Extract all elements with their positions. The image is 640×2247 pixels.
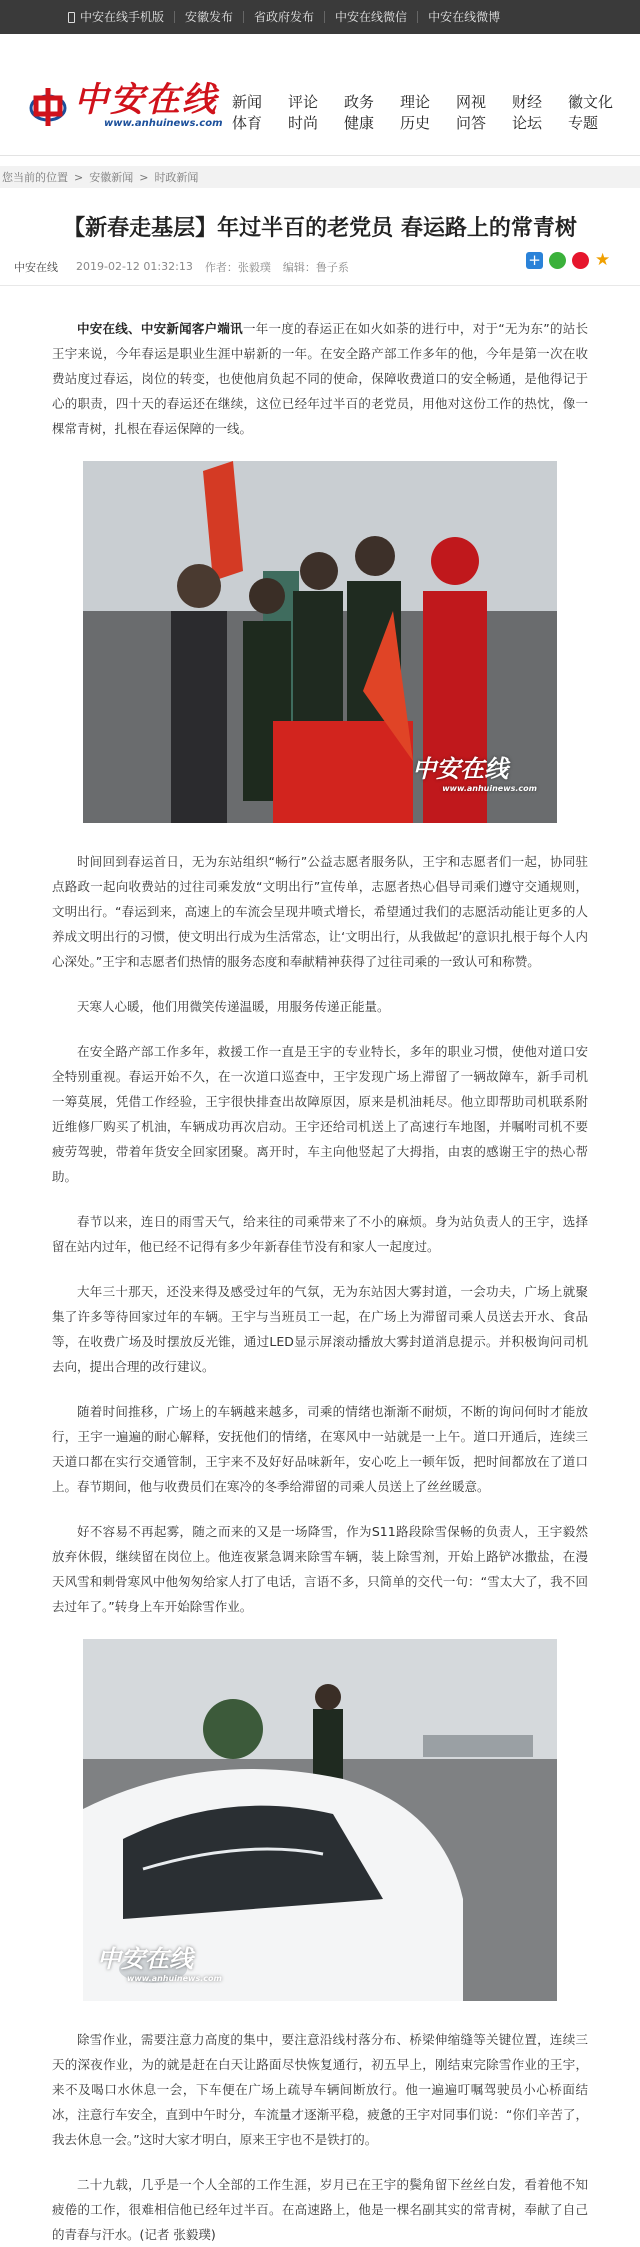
article-paragraph: 在安全路产部工作多年，救援工作一直是王宇的专业特长，多年的职业习惯，使他对道口安全特别重视。春运开始不久，在一次道口巡查中，王宇发现广场上滞留了一辆故障车，新手司机一筹莫展，凭借工作经验，王宇很快排查出故障原因，原来是机油耗尽。他立即帮助司机联系附近维修厂购买了机油，车辆成功再次启动。王宇还给司机送上了高速行车地图，并嘱咐司机不要疲劳驾驶，带着年货安全回家团聚。离开时，车主向他竖起了大拇指，由衷的感谢王宇的热心帮助。 [52,1044,588,1184]
nav-column [288,92,344,134]
photo-watermark: 中安在线 www.anhuinews.com [97,1944,222,1983]
article-photo-volunteers [83,461,557,823]
nav-column [232,92,288,134]
nav-column [344,92,400,134]
topbar-link-weibo[interactable]: 中安在线微博 [417,11,510,23]
breadcrumb [0,166,640,188]
article-datetime: 2019-02-12 01:32:13 [76,260,193,273]
nav-item-video[interactable]: 网视 [456,93,487,111]
article-lead: 中安在线、中安新闻客户端讯 [77,321,243,336]
share-bar [526,252,612,269]
article-paragraph: 除雪作业，需要注意力高度的集中，要注意沿线村落分布、桥梁伸缩缝等关键位置，连续三天的深夜作业，为的就是赶在白天让路面尽快恢复通行，初五早上，刚结束完除雪作业的王宇，来不及喝口水休息一会，下车便在广场上疏导车辆间断放行。他一遍遍叮嘱驾驶员小心桥面结冰，注意行车安全，直到中午时分，车流量才逐渐平稳，疲惫的王宇对同事们说：“你们辛苦了，我去休息一会。”这时大家才明白，原来王宇也不是铁打的。 [52,2032,588,2147]
nav-item-special[interactable]: 专题 [568,114,599,132]
topbar-link-gov-release[interactable]: 省政府发布 [243,11,324,23]
nav-item-fashion[interactable]: 时尚 [288,114,319,132]
topbar-link-wechat[interactable]: 中安在线微信 [324,11,417,23]
share-plus-icon[interactable]: + [526,252,543,269]
breadcrumb-item-anhui-news[interactable]: 安徽新闻 [89,171,134,184]
nav-column [456,92,512,134]
article-paragraph: 二十九载，几乎是一个人全部的工作生涯，岁月已在王宇的鬓角留下丝丝白发，看着他不知疲倦的工作，很难相信他已经年过半百。在高速路上，他是一棵名副其实的常青树，奉献了自己的青春与汗水。(记者 张毅璞) [52,2177,588,2242]
breadcrumb-prefix: 您当前的位置 [2,171,68,184]
nav-item-comment[interactable]: 评论 [288,93,319,111]
breadcrumb-separator: > [74,170,84,184]
article-source: 中安在线 [14,260,58,274]
favorite-star-icon[interactable]: ★ [595,250,611,270]
article-paragraph: 天寒人心暖，他们用微笑传递温暖，用服务传递正能量。 [77,999,390,1014]
phone-icon [68,12,75,23]
site-logo[interactable] [28,82,223,129]
topbar-link-anhui-release[interactable]: 安徽发布 [174,11,243,23]
nav-item-hui-culture[interactable]: 徽文化 [568,93,614,111]
nav-item-theory[interactable]: 理论 [400,93,431,111]
site-header [0,34,640,156]
nav-column [512,92,568,134]
nav-item-forum[interactable]: 论坛 [512,114,543,132]
nav-item-finance[interactable]: 财经 [512,93,543,111]
article-paragraph: 中安在线、中安新闻客户端讯一年一度的春运正在如火如荼的进行中，对于“无为东”的站长王宇来说，今年春运是职业生涯中崭新的一年。在安全路产部工作多年的他，今年是第一次在收费站度过春运，岗位的转变，也使他肩负起不同的使命，保障收费道口的安全畅通，是他得记于心的职责，四十天的春运还在继续，这位已经年过半百的老党员，用他对这份工作的热忱，像一棵常青树，扎根在春运保障的一线。 [52,321,588,436]
nav-item-health[interactable]: 健康 [344,114,375,132]
breadcrumb-item-politics[interactable]: 时政新闻 [154,171,199,184]
photo-watermark: 中安在线 www.anhuinews.com [412,754,537,793]
nav-column [400,92,456,134]
topbar-link-mobile[interactable]: 中安在线手机版 [58,11,174,23]
article-editor: 编辑：鲁子系 [282,260,349,274]
logo-mark-icon [28,84,70,128]
article-author: 作者：张毅璞 [204,260,271,274]
nav-item-government[interactable]: 政务 [344,93,375,111]
nav-column [568,92,624,134]
article-photo-snow-car [83,1639,557,2001]
article-title: 【新春走基层】年过半百的老党员 春运路上的常青树 [63,216,577,241]
logo-url: www.anhuinews.com [104,118,223,129]
article-paragraph: 大年三十那天，还没来得及感受过年的气氛，无为东站因大雾封道，一会功夫，广场上就聚集了许多等待回家过年的车辆。王宇与当班员工一起，在广场上为滞留司乘人员送去开水、食品等，在收费广场及时摆放反光锥，通过LED显示屏滚动播放大雾封道消息提示。并积极询问司机去向，提出合理的改行建议。 [52,1284,588,1374]
logo-title: 中安在线 [74,80,218,120]
breadcrumb-separator: > [139,170,149,184]
article-body [0,316,640,2247]
nav-item-qa[interactable]: 问答 [456,114,487,132]
nav-item-news[interactable]: 新闻 [232,93,263,111]
article-meta [0,250,640,286]
article-paragraph: 好不容易不再起雾，随之而来的又是一场降雪，作为S11路段除雪保畅的负责人，王宇毅然放弃休假，继续留在岗位上。他连夜紧急调来除雪车辆，装上除雪剂，开始上路铲冰撒盐，在漫天风雪和刺骨寒风中他匆匆给家人打了电话，言语不多，只简单的交代一句：“雪太大了，我不回去过年了。”转身上车开始除雪作业。 [52,1524,588,1614]
nav-item-history[interactable]: 历史 [400,114,431,132]
share-weibo-icon[interactable] [572,252,589,269]
nav-item-sports[interactable]: 体育 [232,114,263,132]
main-nav [232,92,624,134]
article-paragraph: 春节以来，连日的雨雪天气，给来往的司乘带来了不小的麻烦。身为站负责人的王宇，选择留在站内过年，他已经不记得有多少年新春佳节没有和家人一起度过。 [52,1214,588,1254]
article-paragraph: 时间回到春运首日，无为东站组织“畅行”公益志愿者服务队，王宇和志愿者们一起，协同驻点路政一起向收费站的过往司乘发放“文明出行”宣传单，志愿者热心倡导司乘们遵守交通规则，文明出行。“春运到来，高速上的车流会呈现井喷式增长，希望通过我们的志愿活动能让更多的人养成文明出行的习惯，使文明出行成为生活常态，让‘文明出行，从我做起’的意识扎根于每个人内心深处。”王宇和志愿者们热情的服务态度和奉献精神获得了过往司乘的一致认可和称赞。 [52,854,588,969]
share-wechat-icon[interactable] [549,252,566,269]
article-paragraph: 随着时间推移，广场上的车辆越来越多，司乘的情绪也渐渐不耐烦，不断的询问何时才能放行，王宇一遍遍的耐心解释，安抚他们的情绪，在寒风中一站就是一上午。道口开通后，连续三天道口都在实行交通管制，王宇来不及好好品味新年，安心吃上一顿年饭，把时间都放在了道口上。春节期间，他与收费员们在寒冷的冬季给滞留的司乘人员送上了丝丝暖意。 [52,1404,588,1494]
top-bar [0,0,640,34]
